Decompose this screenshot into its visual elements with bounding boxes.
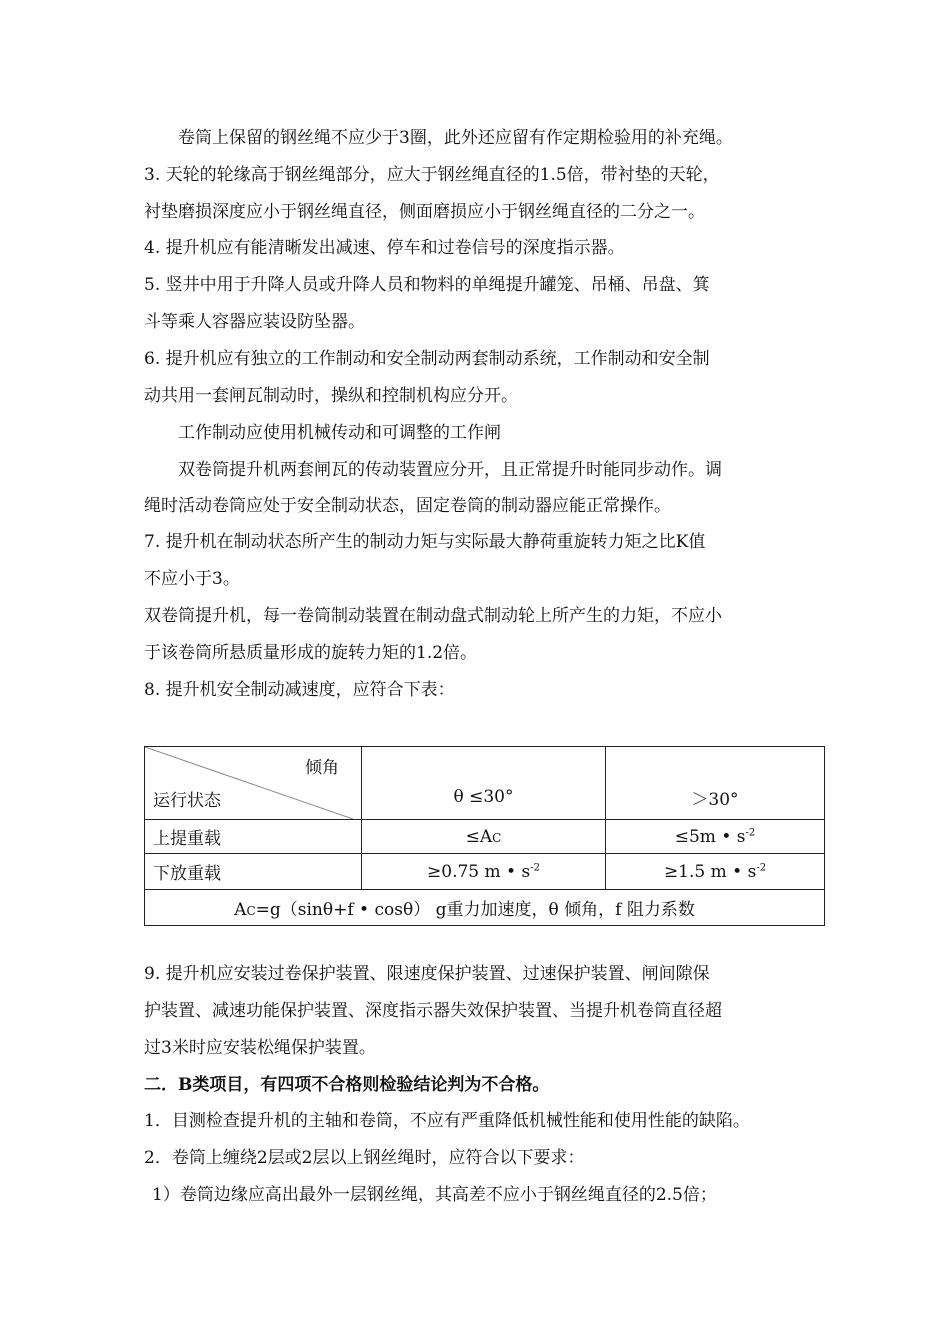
row-1-col-2: ≤5m • $s^{-2}$	[606, 820, 825, 854]
paragraph-intro: 卷筒上保留的钢丝绳不应少于3圈，此外还应留有作定期检验用的补充绳。	[178, 128, 733, 148]
item-4: 4. 提升机应有能清晰发出减速、停车和过卷信号的深度指示器。	[144, 238, 625, 258]
table-note: AC=g（sinθ+f • cosθ） g重力加速度，θ 倾角，f 阻力系数	[145, 890, 825, 926]
table-header-row	[145, 747, 825, 820]
item-3-line-1: 3. 天轮的轮缘高于钢丝绳部分，应大于钢丝绳直径的1.5倍，带衬垫的天轮，	[144, 165, 720, 185]
item-6-sub-b-line-2: 绳时活动卷筒应处于安全制动状态，固定卷筒的制动器应能正常操作。	[144, 496, 671, 516]
item-6-line-1: 6. 提升机应有独立的工作制动和安全制动两套制动系统，工作制动和安全制	[144, 349, 710, 369]
header-angle-label: 倾角	[305, 758, 339, 778]
item-8: 8. 提升机安全制动减速度，应符合下表：	[144, 680, 455, 700]
item-9-line-1: 9. 提升机应安装过卷保护装置、限速度保护装置、过速保护装置、闸间隙保	[144, 964, 710, 984]
item-7-line-2: 不应小于3。	[144, 569, 240, 589]
table-note-row	[145, 890, 825, 926]
item-5-line-2: 斗等乘人容器应装设防坠器。	[144, 312, 365, 332]
header-col-2: ＞30°	[606, 747, 825, 820]
section-b-heading: 二．B类项目，有四项不合格则检验结论判为不合格。	[144, 1075, 550, 1095]
header-col-1: θ ≤30°	[362, 747, 606, 820]
row-2-col-2: ≥1.5 m • $s^{-2}$	[606, 854, 825, 890]
item-9-line-3: 过3米时应安装松绳保护装置。	[144, 1038, 376, 1058]
deceleration-table	[144, 746, 825, 926]
row-1-label: 上提重载	[145, 820, 362, 854]
item-7-sub-line-2: 于该卷筒所悬质量形成的旋转力矩的1.2倍。	[144, 643, 478, 663]
item-5-line-1: 5. 竖井中用于升降人员或升降人员和物料的单绳提升罐笼、吊桶、吊盘、箕	[144, 275, 710, 295]
b-item-1: 1．目测检查提升机的主轴和卷筒，不应有严重降低机械性能和使用性能的缺陷。	[144, 1111, 750, 1131]
item-6-line-2: 动共用一套闸瓦制动时，操纵和控制机构应分开。	[144, 386, 518, 406]
table-row	[145, 854, 825, 890]
row-2-label: 下放重载	[145, 854, 362, 890]
item-7-line-1: 7. 提升机在制动状态所产生的制动力矩与实际最大静荷重旋转力矩之比K值	[144, 532, 706, 552]
item-6-sub-b-line-1: 双卷筒提升机两套闸瓦的传动装置应分开，且正常提升时能同步动作。调	[178, 460, 722, 480]
item-9-line-2: 护装置、减速功能保护装置、深度指示器失效保护装置、当提升机卷筒直径超	[144, 1001, 722, 1021]
item-6-sub-a: 工作制动应使用机械传动和可调整的工作闸	[178, 423, 501, 443]
diagonal-header-cell	[145, 747, 362, 820]
row-1-col-1: ≤AC	[362, 820, 606, 854]
b-item-2-sub-1: 1）卷筒边缘应高出最外一层钢丝绳，其高差不应小于钢丝绳直径的2.5倍；	[152, 1185, 717, 1205]
table-row	[145, 820, 825, 854]
row-2-col-1: ≥0.75 m • $s^{-2}$	[362, 854, 606, 890]
item-7-sub-line-1: 双卷筒提升机，每一卷筒制动装置在制动盘式制动轮上所产生的力矩，不应小	[144, 606, 722, 626]
item-3-line-2: 衬垫磨损深度应小于钢丝绳直径，侧面磨损应小于钢丝绳直径的二分之一。	[144, 202, 705, 222]
b-item-2: 2．卷筒上缠绕2层或2层以上钢丝绳时，应符合以下要求：	[144, 1148, 585, 1168]
header-state-label: 运行状态	[153, 791, 221, 811]
